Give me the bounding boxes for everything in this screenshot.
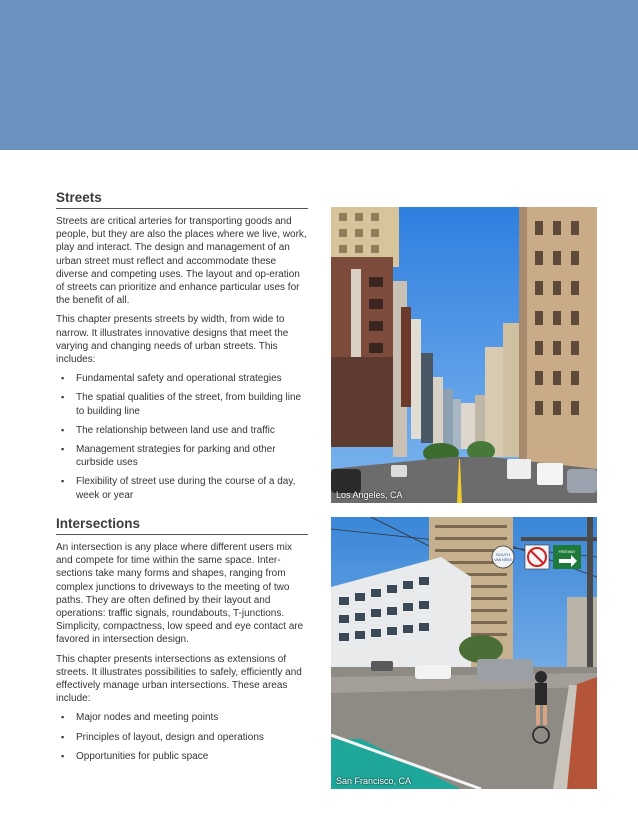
intersections-section bbox=[56, 516, 308, 763]
intersections-bullet-list bbox=[56, 711, 308, 763]
streets-bullet-list bbox=[56, 372, 308, 502]
intersections-paragraph-1: An intersection is any place where different users mix and compete for time within the same space. Inter-sections take many forms and shapes, ranging from complex junctions to driveways to the meeting of two paths. They are often defined by their layout and operations: traffic signals, roundabouts, T-junctions. Simplicity, compactness, low speed and eye contact are favored in intersection design. bbox=[56, 542, 304, 646]
los-angeles-street-illustration bbox=[331, 207, 597, 503]
street-sign-text: VAN NESS bbox=[494, 558, 512, 562]
freeway-sign-text: FREEWAY bbox=[558, 550, 576, 554]
san-francisco-intersection-illustration bbox=[331, 517, 597, 789]
street-sign-text: SOUTH bbox=[496, 552, 510, 557]
streets-heading: Streets bbox=[56, 190, 308, 209]
streets-bullet: ▪ The relationship between land use and traffic bbox=[56, 424, 308, 437]
intersections-heading: Intersections bbox=[56, 516, 308, 535]
streets-section bbox=[56, 190, 308, 502]
streets-paragraph-1: Streets are critical arteries for transporting goods and people, but they are also the places where we live, work, play and interact. The design and management of an urban street must reflect and accommodate these diverse and competing uses. The layout and op-eration of streets can prioritize and enhance particular uses for the benefit of all. bbox=[56, 216, 307, 307]
san-francisco-caption: San Francisco, CA bbox=[336, 776, 412, 786]
intersections-bullet: ▪ Opportunities for public space bbox=[56, 750, 308, 763]
streets-bullet: ▪ The spatial qualities of the street, from building line to building line bbox=[56, 391, 308, 417]
intersections-bullet: ▪ Major nodes and meeting points bbox=[56, 711, 308, 724]
header-banner bbox=[0, 0, 638, 150]
intersections-paragraph-2: This chapter presents intersections as extensions of streets. It illustrates possibilities to safely, efficiently and effectively manage urban intersections. These areas include: bbox=[56, 653, 302, 705]
streets-paragraph-2: This chapter presents streets by width, from wide to narrow. It illustrates innovative designs that meet the varying and changing needs of urban streets. This includes: bbox=[56, 314, 289, 366]
intersections-bullet: ▪ Principles of layout, design and operations bbox=[56, 731, 308, 744]
san-francisco-intersection-photo bbox=[331, 517, 597, 789]
los-angeles-street-photo bbox=[331, 207, 597, 503]
streets-bullet: ▪ Fundamental safety and operational strategies bbox=[56, 372, 308, 385]
streets-bullet: ▪ Flexibility of street use during the course of a day, week or year bbox=[56, 475, 308, 501]
streets-bullet: ▪ Management strategies for parking and other curbside uses bbox=[56, 443, 308, 469]
los-angeles-caption: Los Angeles, CA bbox=[336, 490, 403, 500]
